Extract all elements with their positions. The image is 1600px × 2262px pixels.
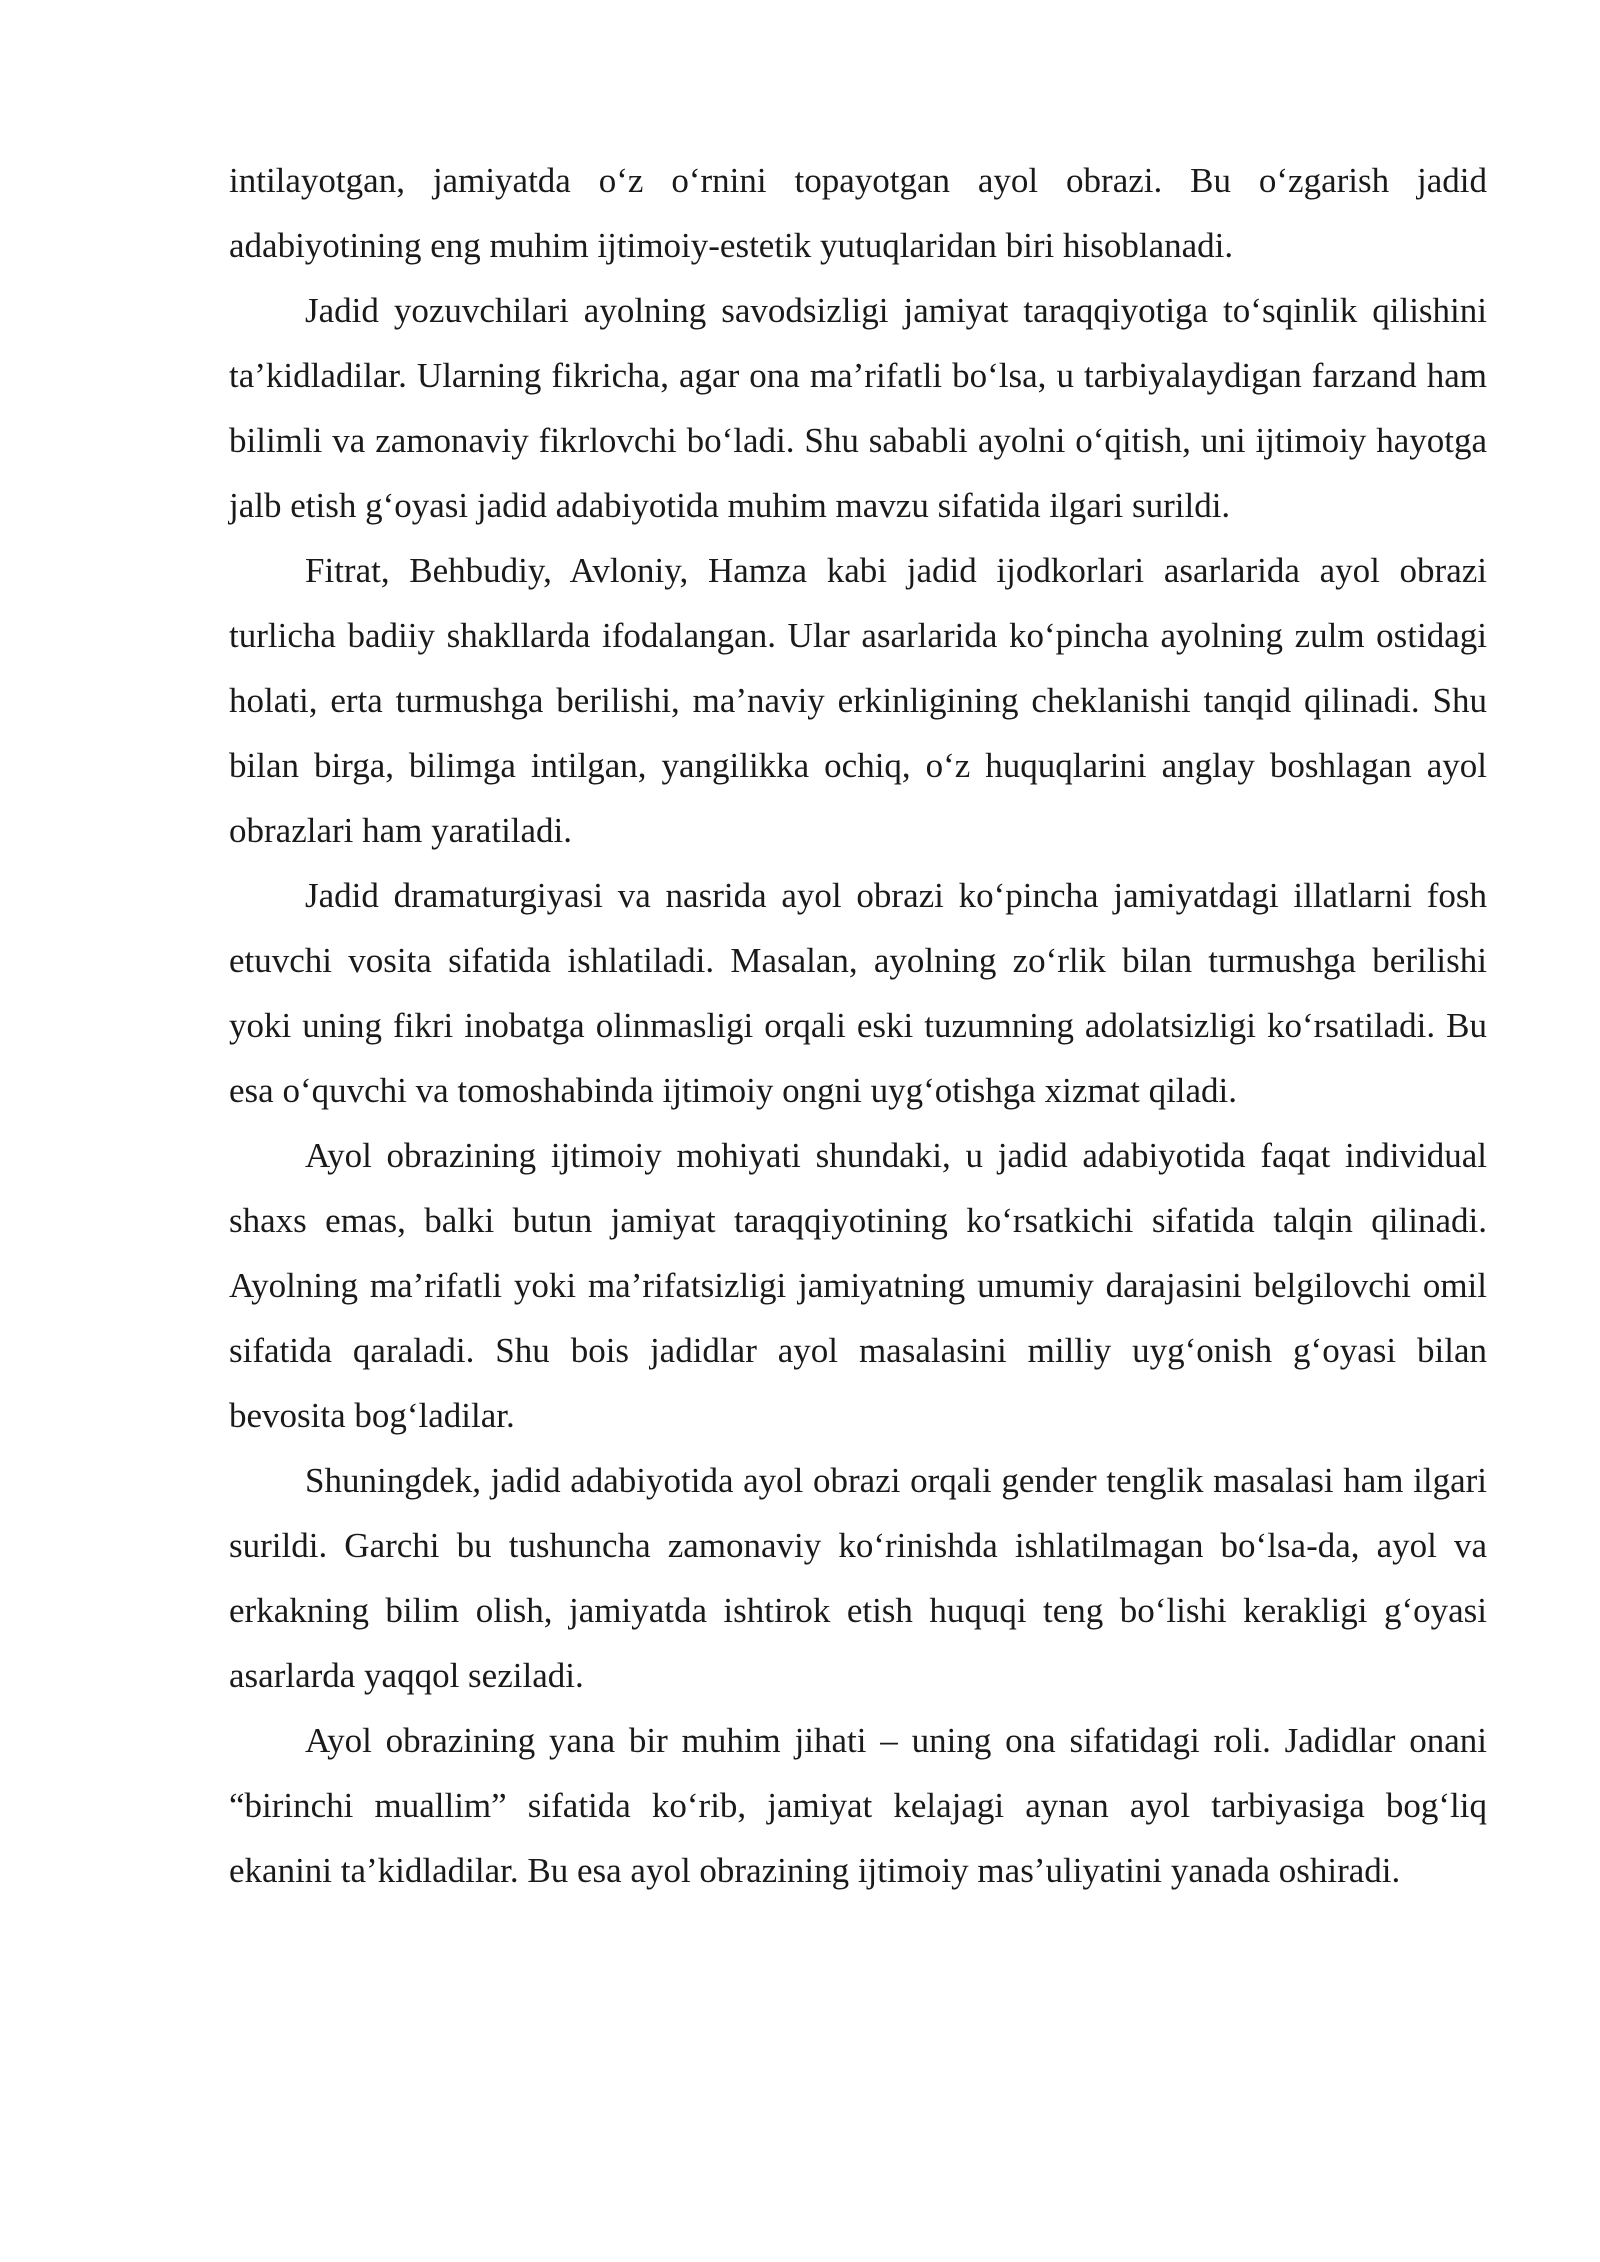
paragraph-2: Jadid yozuvchilari ayolning savodsizligi jamiyat taraqqiyotiga to‘sqinlik qilishini ta’kidladilar. Ularning fikricha, agar ona ma’rifatli bo‘lsa, u tarbiyalaydigan farzand ham bilimli va zamonaviy fikrlovchi bo‘ladi. Shu sababli ayolni o‘qitish, uni ijtimoiy hayotga jalb etish g‘oyasi jadid adabiyotida muhim mavzu sifatida ilgari surildi. xyxy=(229,291,1487,525)
document-page xyxy=(229,148,1487,1903)
paragraph-6: Shuningdek, jadid adabiyotida ayol obrazi orqali gender tenglik masalasi ham ilgari surildi. Garchi bu tushuncha zamonaviy ko‘rinishda ishlatilmagan bo‘lsa-da, ayol va erkakning bilim olish, jamiyatda ishtirok etish huquqi teng bo‘lishi kerakligi g‘oyasi asarlarda yaqqol seziladi. xyxy=(229,1461,1487,1695)
paragraph-3: Fitrat, Behbudiy, Avloniy, Hamza kabi jadid ijodkorlari asarlarida ayol obrazi turlicha badiiy shakllarda ifodalangan. Ular asarlarida ko‘pincha ayolning zulm ostidagi holati, erta turmushga berilishi, ma’naviy erkinligining cheklanishi tanqid qilinadi. Shu bilan birga, bilimga intilgan, yangilikka ochiq, o‘z huquqlarini anglay boshlagan ayol obrazlari ham yaratiladi. xyxy=(229,551,1487,850)
paragraph-7: Ayol obrazining yana bir muhim jihati – uning ona sifatidagi roli. Jadidlar onani “birinchi muallim” sifatida ko‘rib, jamiyat kelajagi aynan ayol tarbiyasiga bog‘liq ekanini ta’kidladilar. Bu esa ayol obrazining ijtimoiy mas’uliyatini yanada oshiradi. xyxy=(229,1721,1487,1890)
paragraph-5: Ayol obrazining ijtimoiy mohiyati shundaki, u jadid adabiyotida faqat individual shaxs emas, balki butun jamiyat taraqqiyotining ko‘rsatkichi sifatida talqin qilinadi. Ayolning ma’rifatli yoki ma’rifatsizligi jamiyatning umumiy darajasini belgilovchi omil sifatida qaraladi. Shu bois jadidlar ayol masalasini milliy uyg‘onish g‘oyasi bilan bevosita bog‘ladilar. xyxy=(229,1136,1487,1435)
paragraph-1: intilayotgan, jamiyatda o‘z o‘rnini topayotgan ayol obrazi. Bu o‘zgarish jadid adabiyotining eng muhim ijtimoiy-estetik yutuqlaridan biri hisoblanadi. xyxy=(229,161,1487,265)
paragraph-4: Jadid dramaturgiyasi va nasrida ayol obrazi ko‘pincha jamiyatdagi illatlarni fosh etuvchi vosita sifatida ishlatiladi. Masalan, ayolning zo‘rlik bilan turmushga berilishi yoki uning fikri inobatga olinmasligi orqali eski tuzumning adolatsizligi ko‘rsatiladi. Bu esa o‘quvchi va tomoshabinda ijtimoiy ongni uyg‘otishga xizmat qiladi. xyxy=(229,876,1487,1110)
